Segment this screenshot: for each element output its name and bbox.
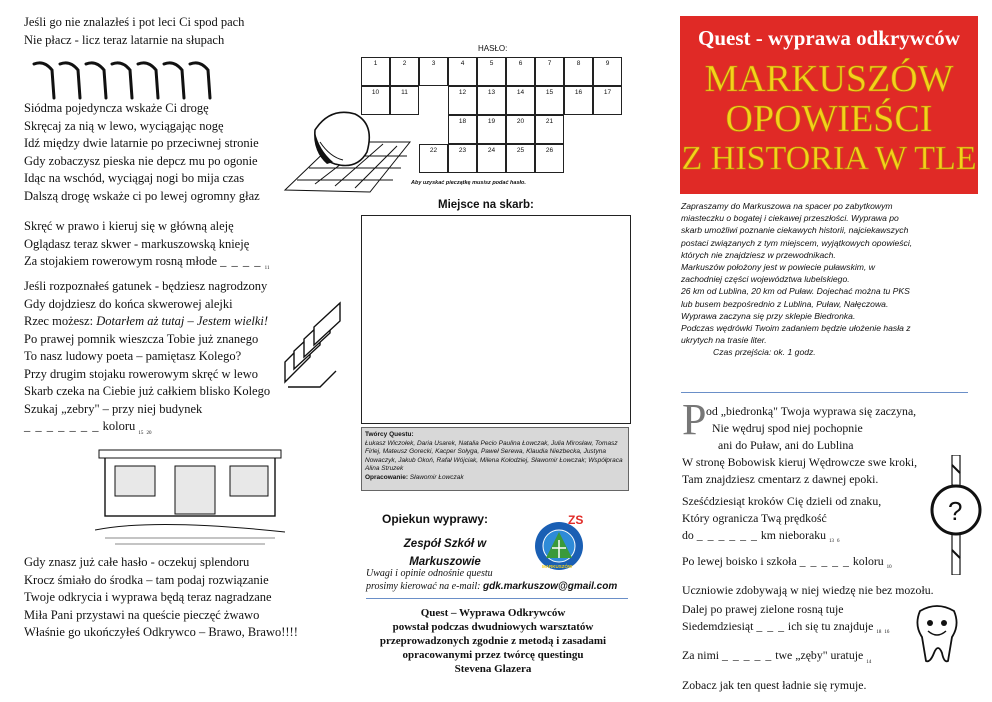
intro-line: Podczas wędrówki Twoim zadaniem będzie ułożenie hasła z: [681, 323, 911, 334]
stanza-two: [24, 218, 269, 277]
footer-line: opracowanymi przez twórcę questingu: [402, 649, 584, 661]
answer-blank: _ _ _ _ _: [799, 554, 850, 568]
answer-blank: _ _ _: [756, 619, 785, 633]
letter-number: 13: [829, 539, 834, 545]
poem-line: Po prawej pomnik wieszcza Tobie już znanego: [24, 331, 259, 346]
letter-number: 10: [886, 565, 892, 571]
crossword-cell[interactable]: 13: [477, 86, 506, 115]
quote-text: Dotarłem aż tutaj – Jestem wielki!: [96, 314, 269, 328]
poem-line: [24, 313, 270, 331]
crossword-cell[interactable]: 8: [564, 57, 593, 86]
question-icon: ?: [948, 496, 963, 526]
credits-edit: Sławomir Łowczak: [409, 473, 464, 481]
crossword-cell[interactable]: 25: [506, 144, 535, 173]
logo-text: ZS: [568, 513, 584, 527]
poem-line: Nie wędruj spod niej pochopnie: [712, 421, 863, 435]
poem-line: Właśnie go ukończyłeś Odkrywco – Brawo, Brawo!!!!: [24, 625, 298, 639]
crossword-cell[interactable]: 5: [477, 57, 506, 86]
poem-line: Siódma pojedyncza wskaże Ci drogę: [24, 101, 209, 115]
letter-number: 15: [138, 430, 144, 436]
poem-line: od „biedronką" Twoja wyprawa się zaczyna,: [706, 404, 917, 418]
logo-ring-text: MARKUSZÓW: [542, 564, 573, 569]
letter-number: 20: [146, 430, 152, 436]
walk-time: Czas przejścia: ok. 1 godz.: [713, 347, 816, 358]
credits-box: [361, 427, 629, 491]
poem-line: Uczniowie zdobywają w niej wiedzę nie bez mozołu.: [682, 583, 934, 598]
crossword-cell[interactable]: 7: [535, 57, 564, 86]
feedback-line: Uwagi i opinie odnośnie questu: [366, 568, 493, 579]
school-line: Markuszowie: [409, 556, 481, 568]
crossword-cell[interactable]: 19: [477, 115, 506, 144]
crossword-cell[interactable]: 22: [419, 144, 448, 173]
crossword-cell[interactable]: 15: [535, 86, 564, 115]
poem-line: Idąc na wschód, wyciągaj nogi bo mija czas: [24, 171, 245, 185]
footer-note: [350, 606, 636, 676]
poem-line: Gdy znasz już całe hasło - oczekuj splendoru: [24, 555, 250, 569]
credits-edit-label: Opracowanie:: [365, 473, 408, 481]
poem-line: Dalszą drogę wskaże ci po lewej ogromny głaz: [24, 188, 260, 203]
treasure-label: Miejsce na skarb:: [438, 199, 534, 211]
poem-line: Który ogranicza Twą prędkość: [682, 511, 827, 525]
credits-title: Twórcy Questu:: [365, 431, 414, 438]
crossword-gap: [419, 86, 448, 115]
crossword-cell[interactable]: 1: [361, 57, 390, 86]
poem-text: koloru: [102, 419, 136, 433]
crossword-cell[interactable]: 17: [593, 86, 622, 115]
letter-number: 11: [264, 265, 270, 271]
poem-text: Za stojakiem rowerowym rosną młode: [24, 254, 218, 268]
poem-text: twe „zęby" uratuje: [775, 648, 864, 663]
answer-blank: _ _ _ _ _: [721, 648, 773, 663]
title-line-2: OPOWIEŚCI: [725, 98, 933, 140]
poem-line: Szukaj „zebry" – przy niej budynek: [24, 401, 203, 416]
right-poem-4: [682, 553, 934, 599]
final-stanza: [24, 554, 298, 642]
intro-line: lub busem bezpośrednio z Lublina, Puław, Nałęczowa.: [681, 298, 889, 309]
poem-line: Przy drugim stojaku rowerowym skręć w lewo: [24, 366, 258, 381]
letter-number: 18: [876, 630, 882, 636]
intro-line: Wyprawa zaczyna się przy sklepie Biedronka.: [681, 310, 856, 321]
poem-line: [682, 647, 889, 670]
intro-line: ukrytych na trasie liter.: [681, 335, 767, 346]
poem-line: To nasz ludowy poeta – pamiętasz Kolego?: [24, 349, 242, 363]
letter-number: 14: [866, 659, 872, 665]
feedback-line: [366, 580, 617, 593]
treasure-box[interactable]: [361, 215, 631, 424]
lamp-icons: [30, 58, 220, 102]
feedback-text: prosimy kierować na e-mail:: [366, 581, 481, 592]
divider: [681, 392, 968, 393]
tooth-icon: [912, 603, 962, 665]
poem-line: Gdy zobaczysz pieska nie depcz mu po ogonie: [24, 153, 258, 168]
crossword-cell[interactable]: 20: [506, 115, 535, 144]
poem-line: Skarb czeka na Ciebie już całkiem blisko Kolego: [24, 384, 271, 398]
poem-text: Siedemdziesiąt: [682, 619, 754, 633]
crossword-cell[interactable]: 9: [593, 57, 622, 86]
poem-text: km nieboraku: [760, 528, 827, 542]
poem-line: Gdy dojdziesz do końca skwerowej alejki: [24, 296, 233, 311]
stanza-three: [24, 278, 270, 442]
crossword-cell[interactable]: 26: [535, 144, 564, 173]
right-poem-2: [682, 454, 917, 488]
title-banner: [680, 16, 978, 194]
poem-line: [682, 618, 889, 641]
crossword-cell[interactable]: 16: [564, 86, 593, 115]
intro-text: [681, 200, 981, 359]
password-label: HASŁO:: [478, 44, 508, 53]
poem-line: Tam znajdziesz cmentarz z dawnej epoki.: [682, 472, 879, 486]
crossword-cell[interactable]: 11: [390, 86, 419, 115]
poem-text: Po lewej boisko i szkoła: [682, 554, 797, 568]
poem-line: Skręcaj za nią w lewo, wyciągając nogę: [24, 118, 224, 133]
poem-line: [24, 418, 270, 442]
crossword-cell[interactable]: 21: [535, 115, 564, 144]
answer-blank: _ _ _ _ _ _: [696, 528, 758, 542]
school-line: Zespół Szkół w: [403, 538, 487, 550]
divider: [366, 598, 628, 599]
crossword-cell[interactable]: 24: [477, 144, 506, 173]
left-panel: [0, 0, 350, 702]
banner-top: Quest - wyprawa odkrywców: [698, 26, 960, 50]
street-lamps-illustration: [30, 58, 220, 102]
intro-poem: [24, 14, 244, 49]
poem-line: Miła Pani przystawi na queście pieczęć żwawo: [24, 607, 260, 622]
footer-line: przeprowadzonych zgodnie z metodą i zasadami: [379, 635, 607, 647]
crossword-cell[interactable]: 12: [448, 86, 477, 115]
email-link[interactable]: gdk.markuszow@gmail.com: [483, 581, 618, 592]
intro-line: Zapraszamy do Markuszowa na spacer po zabytkowym: [681, 201, 893, 211]
poem-line: ani do Puław, ani do Lublina: [718, 438, 854, 452]
poem-line: Twoje odkrycia i wyprawa będą teraz nagradzane: [24, 590, 272, 604]
poem-line: W stronę Bobowisk kieruj Wędrowcze swe kroki,: [682, 455, 918, 469]
right-poem-opening: [706, 403, 916, 454]
letter-number: 6: [836, 539, 840, 545]
stamp-note: Aby uzyskać pieczątkę musisz podać hasło.: [411, 180, 526, 186]
poem-line: [682, 527, 881, 550]
poem-line: Nie płacz - licz teraz latarnie na słupach: [24, 32, 225, 47]
answer-blank: _ _ _ _: [220, 254, 262, 268]
right-poem-3: [682, 493, 881, 550]
poem-line: Idź między dwie latarnie po przeciwnej stronie: [24, 136, 259, 150]
crossword-cell[interactable]: 3: [419, 57, 448, 86]
poem-line: Oglądasz teraz skwer - markuszowską knieję: [24, 236, 250, 251]
poem-text: do: [682, 528, 694, 542]
poem-text: koloru: [852, 554, 884, 568]
poem-line: [682, 553, 934, 576]
letter-number: 16: [884, 630, 890, 636]
crossword-cell[interactable]: 6: [506, 57, 535, 86]
intro-line: postaci związanych z tym miejscem, wyjątkowych opowieści,: [681, 237, 913, 248]
crossword-cell[interactable]: 2: [390, 57, 419, 86]
footer-line: Stevena Glazera: [454, 663, 532, 675]
poem-line: Skręć w prawo i kieruj się w główną aleję: [24, 219, 234, 233]
right-poem-5: [682, 601, 889, 694]
intro-line: zachodniej części województwa lubelskiego.: [681, 274, 850, 285]
poem-line: Krocz śmiało do środka – tam podaj rozwiązanie: [24, 572, 269, 587]
poem-line: Jeśli rozpoznałeś gatunek - będziesz nagrodzony: [24, 279, 268, 293]
credits-names: Łukasz Wiczołek, Daria Usarek, Natalia Pecio Paulina Łowczak, Julia Mirosław, Tomasz Firlej, Mateusz Gorecki, Kacper Sołyga, Paweł Serewa, Klaudia Niezbecka, Justyna Nowaczyk, Jakub Okoń, Rafał Wójciak, Milena Kołodziej, Sławomir Łowczak; Współpraca Alina Struzek: [365, 439, 623, 472]
crossword-cell[interactable]: 18: [448, 115, 477, 144]
poem-text: ich się tu znajduje: [787, 619, 874, 633]
building-illustration: [95, 440, 285, 550]
title-line-3: Z HISTORIA W TLE: [681, 140, 977, 177]
poem-line: Jeśli go nie znalazłeś i pot leci Ci spod pach: [24, 15, 245, 29]
crossword-cell[interactable]: 10: [361, 86, 390, 115]
benches-illustration: [280, 287, 346, 397]
poem-line: [24, 253, 269, 277]
poem-line: Sześćdziesiąt kroków Cię dzieli od znaku,: [682, 494, 882, 508]
guardian-title: Opiekun wyprawy:: [382, 512, 489, 526]
footer-line: powstał podczas dwudniowych warsztatów: [392, 621, 594, 633]
intro-line: miasteczku o bogatej i ciekawej przeszłości. Wyprawa po: [681, 213, 899, 224]
answer-blank: _ _ _ _ _ _ _: [24, 419, 100, 433]
feedback: [366, 567, 617, 593]
crossword-cell[interactable]: 14: [506, 86, 535, 115]
footer-line: Quest – Wyprawa Odkrywców: [420, 607, 566, 619]
poem-line: Zobacz jak ten quest ładnie się rymuje.: [682, 677, 867, 692]
poem-text: Rzec możesz:: [24, 314, 94, 328]
intro-line: 26 km od Lublina, 20 km od Puław. Dojechać można tu PKS: [681, 286, 910, 297]
speed-sign-illustration: [928, 455, 984, 575]
poem-text: Za nimi: [682, 648, 720, 663]
crossword-cell[interactable]: 4: [448, 57, 477, 86]
poem-line: Dalej po prawej zielone rosną tuje: [682, 602, 844, 616]
guardian-school: [390, 535, 500, 571]
stanza-one: [24, 100, 260, 205]
intro-line: Markuszów położony jest w powiecie puławskim, w: [681, 262, 875, 273]
drop-cap: P: [682, 395, 707, 444]
intro-line: których nie znajdziesz w przewodnikach.: [681, 249, 836, 260]
intro-line: skarb umożliwi poznanie ciekawych historii, najciekawszych: [681, 225, 909, 236]
crossword-cell[interactable]: 23: [448, 144, 477, 173]
title-line-1: MARKUSZÓW: [704, 58, 954, 100]
school-logo: [528, 508, 590, 574]
